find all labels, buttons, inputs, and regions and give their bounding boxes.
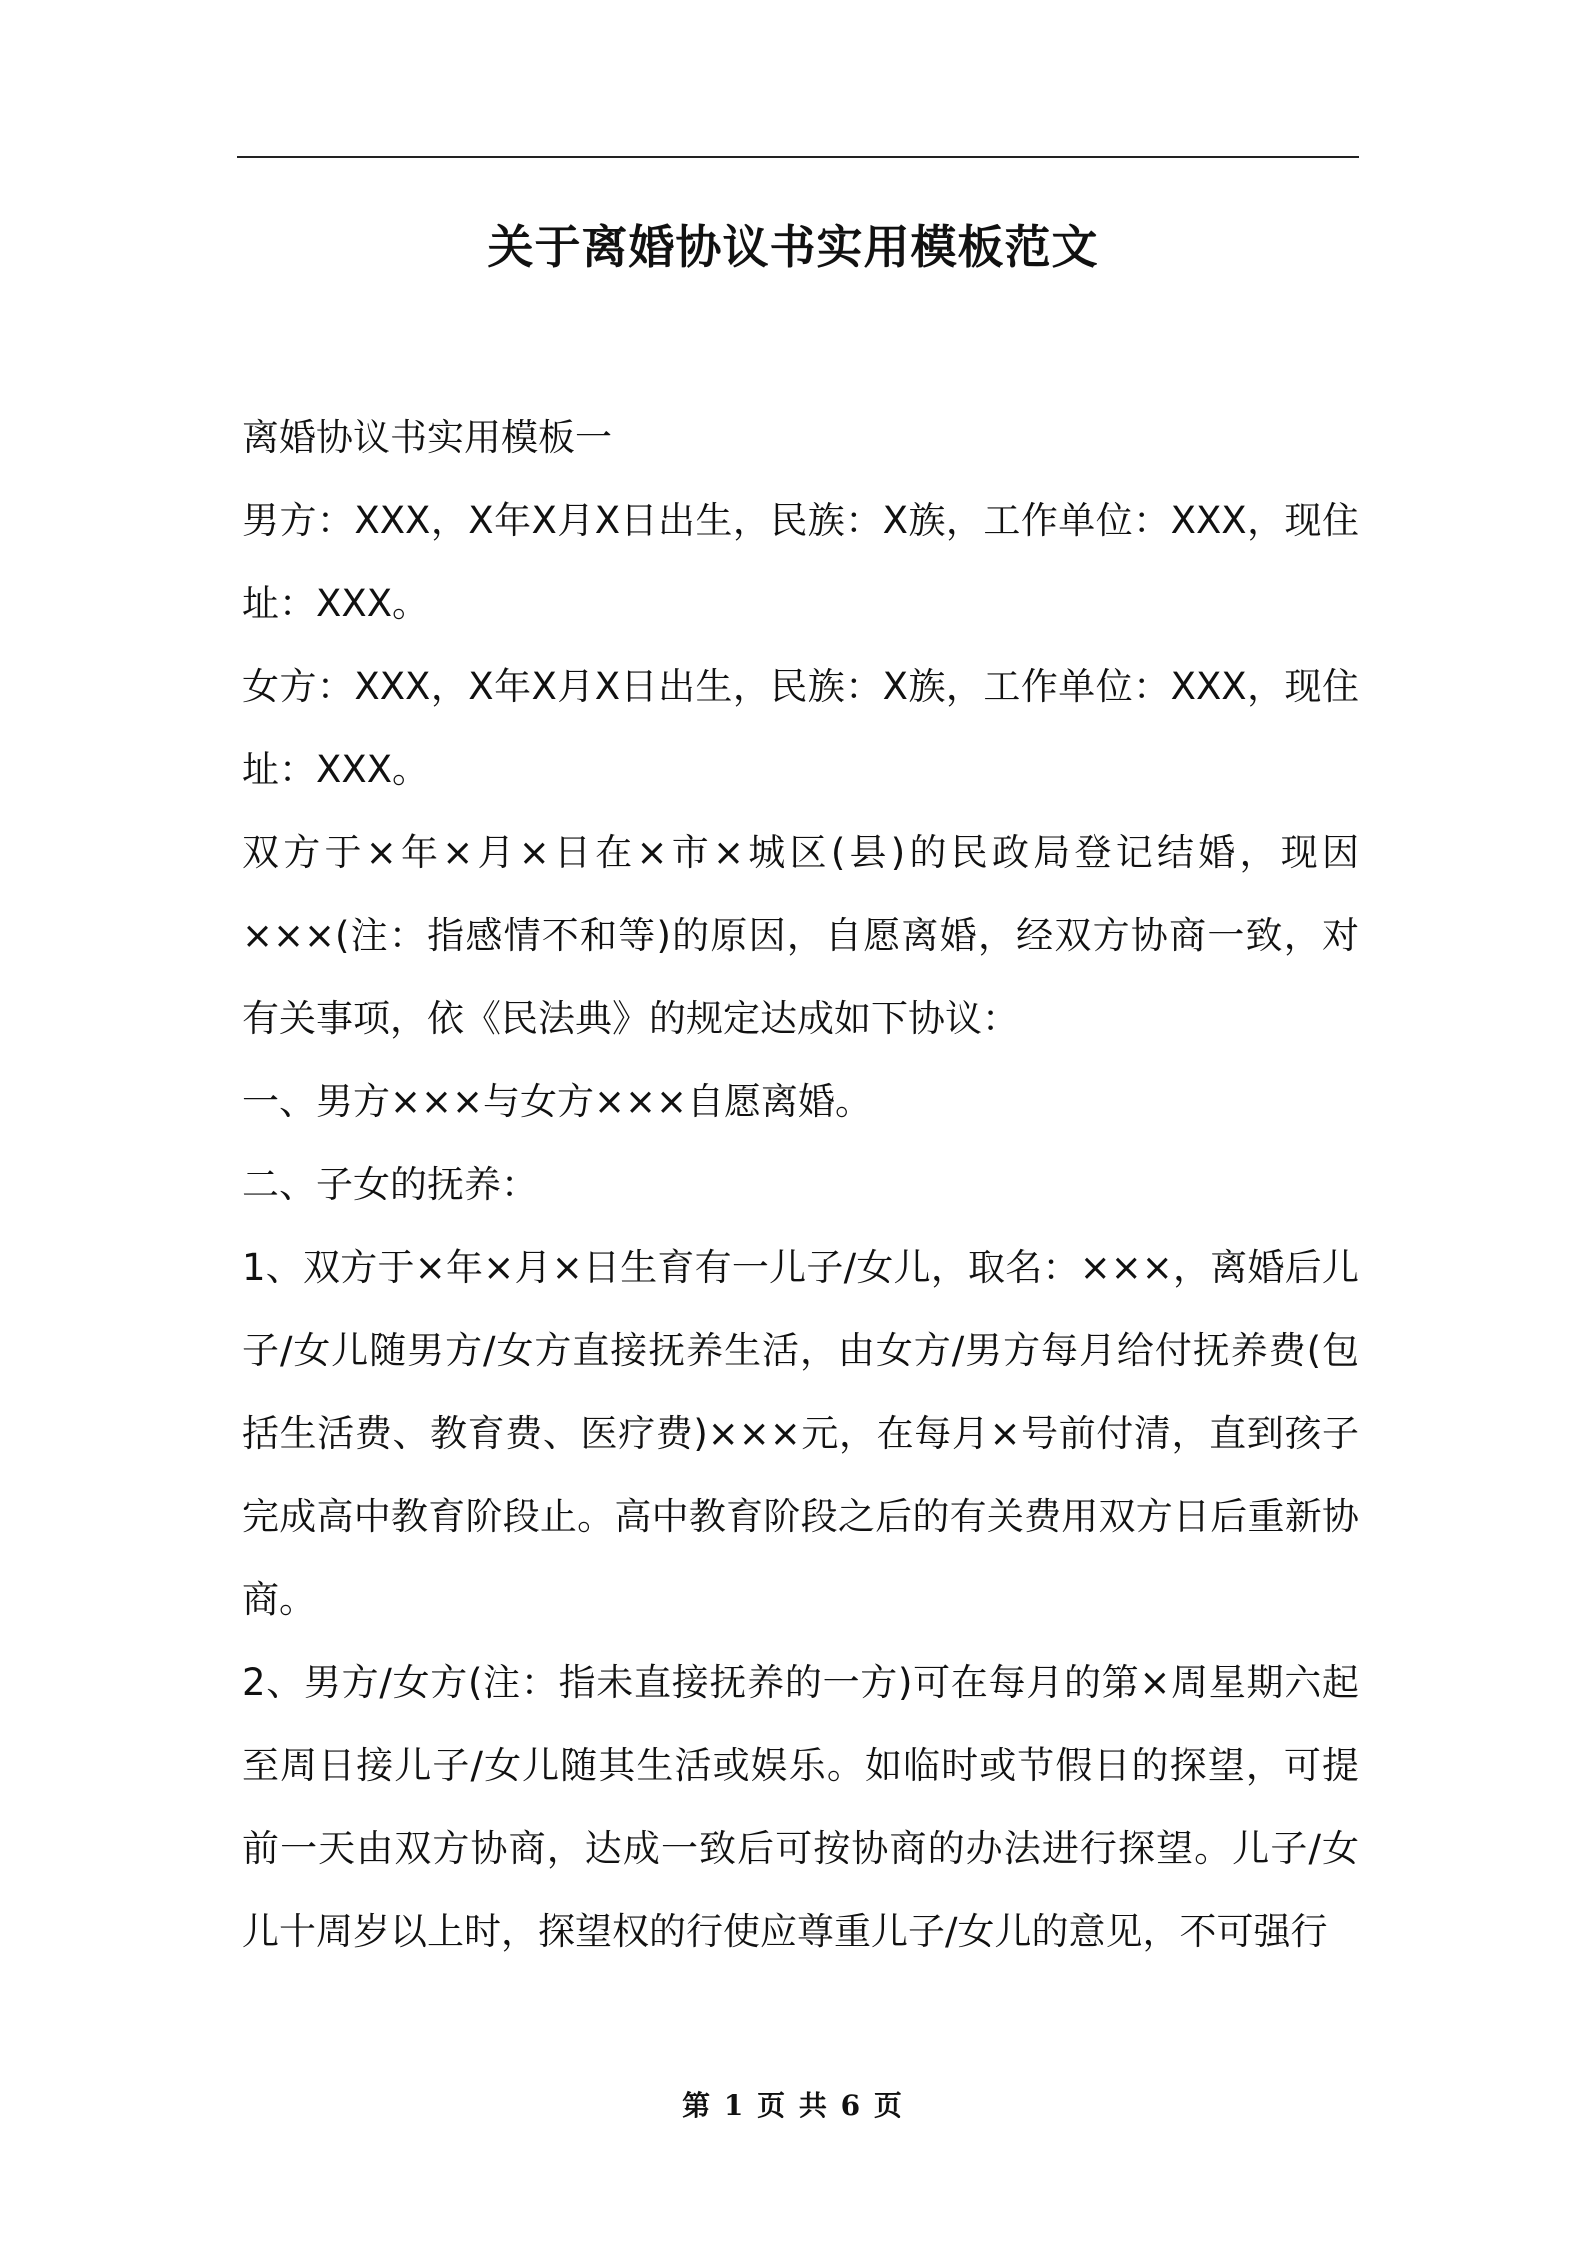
- paragraph-heading: 离婚协议书实用模板一: [242, 416, 612, 459]
- page-number: 第 1 页 共 6 页: [682, 2089, 904, 2122]
- header-rule: [237, 156, 1359, 158]
- paragraph-marriage-statement: 双方于×年×月×日在×市×城区(县)的民政局登记结婚，现因×××(注：指感情不和等)的原因，自愿离婚，经双方协商一致，对有关事项，依《民法典》的规定达成如下协议：: [242, 831, 1359, 1040]
- paragraph-item-one: 1、双方于×年×月×日生育有一儿子/女儿，取名：×××，离婚后儿子/女儿随男方/女方直接抚养生活，由女方/男方每月给付抚养费(包括生活费、教育费、医疗费)×××元，在每月×号前付清，直到孩子完成高中教育阶段止。高中教育阶段之后的有关费用双方日后重新协商。: [242, 1246, 1359, 1621]
- document-body: [242, 396, 1359, 1973]
- paragraph-clause-two: 二、子女的抚养：: [242, 1163, 538, 1206]
- document-title: 关于离婚协议书实用模板范文: [487, 220, 1099, 274]
- paragraph-item-two: 2、男方/女方(注：指未直接抚养的一方)可在每月的第×周星期六起至周日接儿子/女儿随其生活或娱乐。如临时或节假日的探望，可提前一天由双方协商，达成一致后可按协商的办法进行探望。儿子/女儿十周岁以上时，探望权的行使应尊重儿子/女儿的意见，不可强行: [242, 1661, 1359, 1953]
- paragraph-female-party: 女方：XXX，X年X月X日出生，民族：X族，工作单位：XXX，现住址：XXX。: [242, 665, 1359, 791]
- paragraph-male-party: 男方：XXX，X年X月X日出生，民族：X族，工作单位：XXX，现住址：XXX。: [242, 499, 1359, 625]
- paragraph-clause-one: 一、男方×××与女方×××自愿离婚。: [242, 1080, 873, 1123]
